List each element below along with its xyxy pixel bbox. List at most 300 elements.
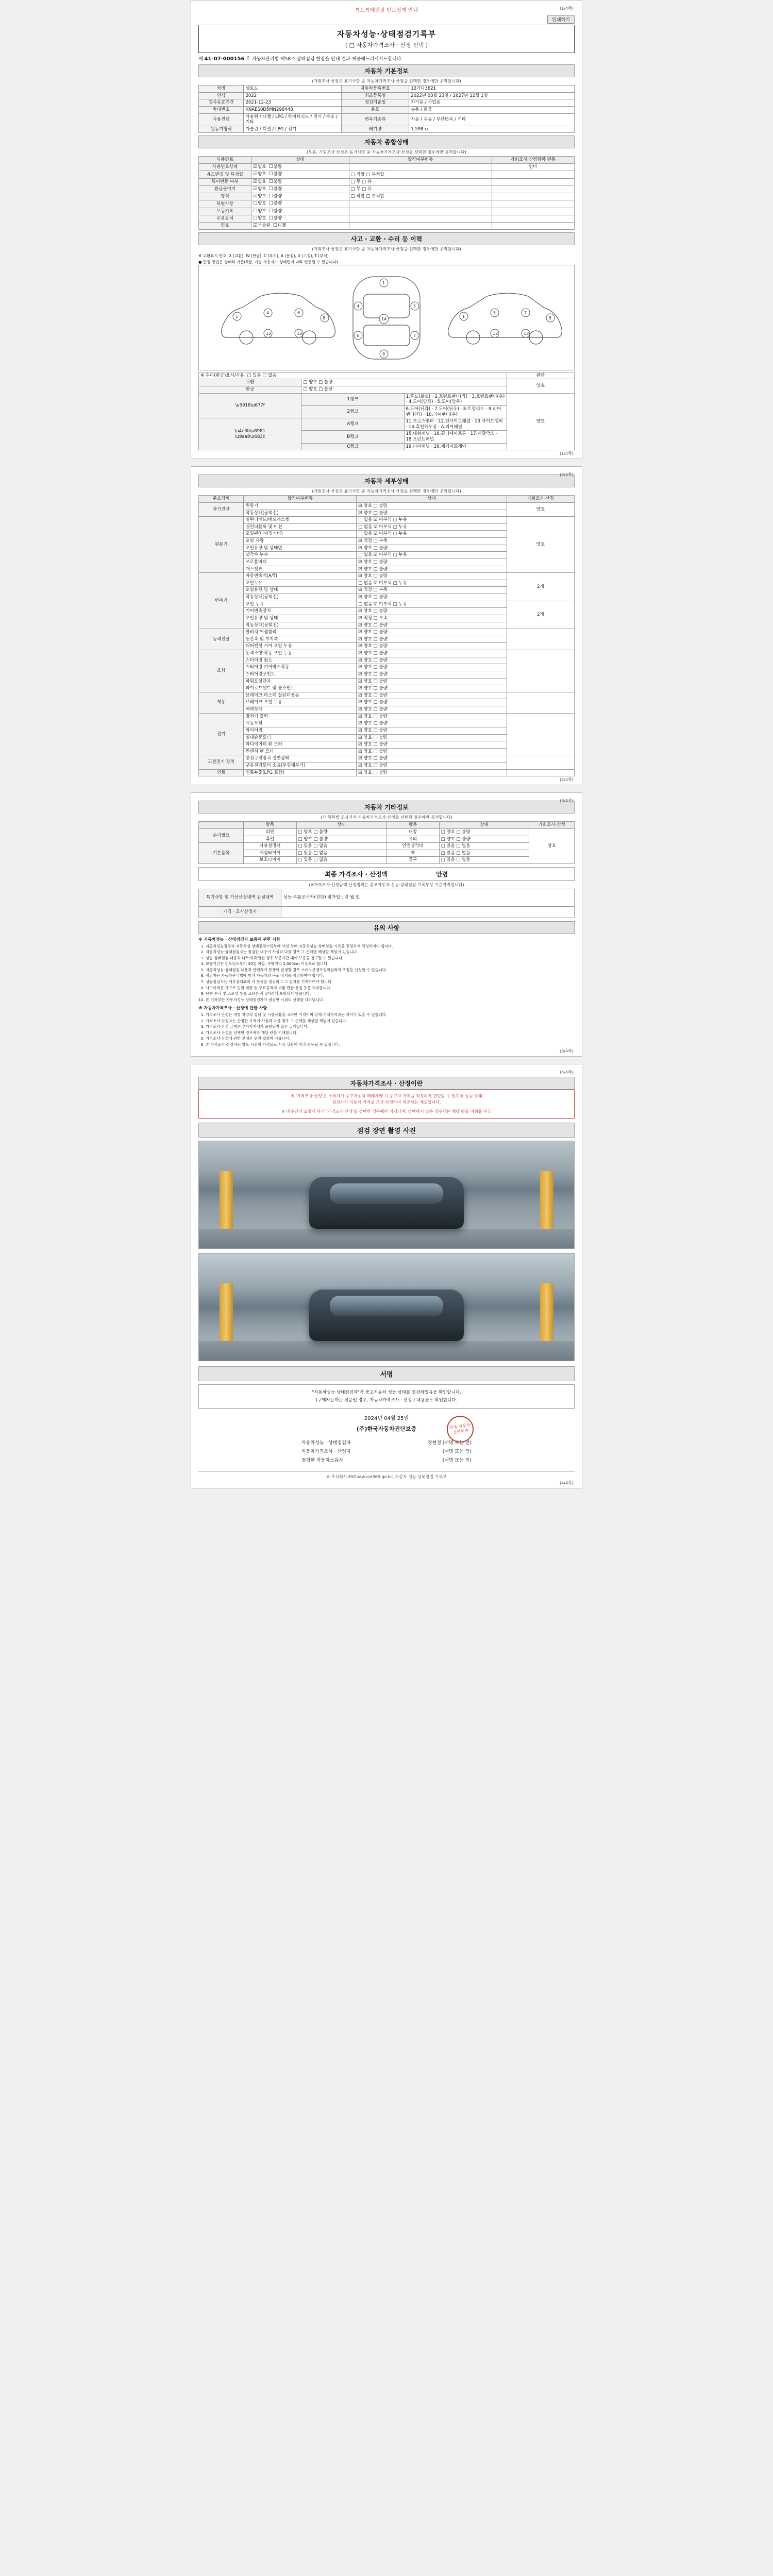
table-row bbox=[199, 650, 575, 657]
table-row bbox=[199, 126, 575, 133]
car-diagram bbox=[201, 267, 572, 368]
cell-label: 차명 bbox=[199, 86, 244, 93]
price-notice-line: ※ '가격조사·산정'은 소비자가 중고자동차 매매계약 시 중고차 가격을 적정하게 판단할 수 있도록 성능·상태 bbox=[291, 1094, 482, 1099]
basic-info-table bbox=[198, 85, 575, 133]
warning-item: 10. 본 기록부는 자동차성능·상태점검자가 점검한 시점의 상태를 나타냅니다. bbox=[206, 997, 575, 1003]
row-detail bbox=[349, 215, 492, 222]
part-item[interactable]: 4.도어(앞좌) bbox=[408, 399, 433, 405]
row-state[interactable] bbox=[251, 215, 349, 222]
col-header: 가회조사·산정 bbox=[529, 822, 575, 829]
item-state[interactable]: □ 양호 □ 불량 bbox=[296, 836, 386, 843]
part-item[interactable]: 3.프런트펜더(우) bbox=[472, 394, 505, 399]
row-state[interactable] bbox=[251, 208, 349, 215]
signer-value[interactable]: 정현정 (서명 또는 인) bbox=[427, 1440, 472, 1446]
page-3 bbox=[191, 792, 582, 1057]
svg-text:8: 8 bbox=[549, 315, 552, 320]
checkbox-good[interactable]: ☑ 양호 bbox=[253, 194, 266, 199]
row-state[interactable] bbox=[251, 223, 349, 230]
table-row bbox=[199, 692, 575, 699]
page-2 bbox=[191, 466, 582, 785]
item-state[interactable]: ☑ 적정 □ 부족 bbox=[357, 587, 507, 594]
part-item[interactable]: 15.대쉬패널 bbox=[406, 431, 430, 437]
cell-value: 2022년 03월 23일 / 2027년 12월 1일 bbox=[409, 92, 575, 99]
group-label: 제동 bbox=[199, 692, 244, 713]
warning-item: 5. 자동차성능·상태점검 내용과 관련하여 분쟁이 발생할 경우 소비자분쟁조정위원회에 조정을 신청할 수 있습니다. bbox=[206, 968, 575, 973]
item-state[interactable]: ☑ 양호 □ 불량 bbox=[357, 566, 507, 573]
section-overall-note: (부품, 가회조사·산정은 표기사항 중 자동차가격조사·산정을 선택한 경우에만 공적합니다) bbox=[307, 150, 466, 155]
part-item[interactable]: 16.핀더에이프론 bbox=[433, 431, 466, 437]
warning-item: 6. 점검자는 자동차관리법에 따라 자동차의 구조·장치를 점검하여야 합니다. bbox=[206, 973, 575, 979]
signer-label: 자동차성능 · 상태점검자 bbox=[301, 1440, 351, 1446]
group-label-frame: \u4e3b\u8981 \u9aa8\u683c bbox=[199, 418, 301, 450]
item-label: 라디에이터 팬 모터 bbox=[244, 741, 357, 749]
checkbox-bad[interactable]: ☐ 불량 bbox=[269, 187, 282, 192]
part-item[interactable]: 12.인사이드패널 bbox=[438, 419, 470, 425]
table-row bbox=[199, 86, 575, 93]
inspection-photo-rear bbox=[198, 1253, 575, 1361]
price-note: (※가격조사·산정금액 산정범위는 중고자동차 성능·상태점검 기록부상 기준가격입니다) bbox=[309, 883, 464, 887]
table-row bbox=[199, 164, 575, 171]
warning-section-title: 유의 사항 bbox=[198, 921, 575, 934]
part-item[interactable]: 11.크로스멤버 bbox=[406, 419, 434, 425]
signer-value[interactable]: (서명 또는 인) bbox=[442, 1458, 472, 1464]
print-button[interactable]: 인쇄하기 bbox=[547, 15, 575, 24]
row-label: 용도변경 및 특성합 bbox=[199, 171, 251, 178]
svg-text:1: 1 bbox=[382, 280, 385, 285]
part-item[interactable]: 6.도어(뒤좌) bbox=[406, 406, 431, 412]
item-label: 구동전기모터 소음(무상태부가) bbox=[244, 762, 357, 770]
item-label: 스티어링 기어박스작동 bbox=[244, 664, 357, 671]
cell-value: 12가다3621 bbox=[409, 86, 575, 93]
checkbox-bad[interactable]: ☐ 불량 bbox=[269, 164, 282, 170]
part-list[interactable]: 6.도어(뒤좌) · 7.도어(뒤우) · 8.트렁리드 · 9.리어펜더(좌) · 10.리어펜더(우) bbox=[404, 405, 507, 418]
part-item[interactable]: 7.도어(뒤우) bbox=[434, 406, 459, 412]
cell-value: 2021-12-23 bbox=[244, 99, 342, 107]
warning-item: 2. 자동차성능·상태점검자는 점검한 내용이 사실과 다를 경우 그 손해를 배상할 책임이 있습니다. bbox=[206, 950, 575, 955]
row-state[interactable] bbox=[251, 200, 349, 208]
row-memo bbox=[492, 185, 574, 193]
signature-row bbox=[301, 1455, 472, 1464]
item-state[interactable]: ☑ 양호 □ 불량 bbox=[357, 671, 507, 678]
item-label: 브레이크 오일 누유 bbox=[244, 699, 357, 706]
item-state[interactable]: ☑ 양호 □ 불량 bbox=[357, 608, 507, 615]
table-row bbox=[199, 223, 575, 230]
part-item[interactable]: 8.트렁리드 bbox=[463, 406, 484, 412]
page-label-top: (3/4쪽) bbox=[560, 799, 574, 804]
part-item[interactable]: 20.패키지트레이 bbox=[433, 444, 466, 449]
group-label: 원동기 bbox=[199, 517, 244, 573]
checkbox-bad[interactable]: ☐ 불량 bbox=[269, 179, 282, 185]
checkbox-bad[interactable]: ☐ 불량 bbox=[269, 172, 282, 177]
row-label: 형식 bbox=[199, 193, 251, 200]
item-state[interactable]: ☑ 양호 □ 불량 bbox=[357, 545, 507, 552]
section-basic-info-title: 자동차 기본정보 bbox=[198, 64, 575, 77]
warning-list bbox=[206, 944, 575, 1003]
item-state[interactable]: ☑ 양호 □ 불량 bbox=[357, 594, 507, 601]
section-detail-title: 자동차 세부상태 bbox=[198, 474, 575, 487]
svg-text:1: 1 bbox=[462, 314, 465, 319]
item-state[interactable]: ☑ 양호 □ 불량 bbox=[357, 629, 507, 636]
row-label: 환금들이기 bbox=[199, 185, 251, 193]
table-row bbox=[199, 106, 575, 113]
checkbox-bad[interactable]: ☐ 불량 bbox=[269, 201, 282, 207]
item-label: 발전기 출력 bbox=[244, 713, 357, 720]
svg-text:7: 7 bbox=[524, 310, 527, 315]
accident-memo: 양호 bbox=[507, 393, 574, 450]
photos-section-title: 점검 장면 촬영 사진 bbox=[198, 1123, 575, 1138]
item-memo bbox=[507, 692, 574, 713]
item-label: 내장 bbox=[386, 828, 439, 836]
price-notice-box bbox=[198, 1090, 575, 1118]
item-state[interactable]: ☑ 양호 □ 불량 bbox=[357, 685, 507, 692]
rank-label: C랭크 bbox=[301, 443, 404, 450]
item-label: 시동모터 bbox=[244, 720, 357, 727]
item-state[interactable]: □ 없음 ☑ 미부식 □ 누유 bbox=[357, 552, 507, 559]
warning-item: 2. 가격조사·산정자는 산정한 가격이 사실과 다를 경우 그 손해를 배상할 책임이 있습니다. bbox=[206, 1019, 575, 1024]
item-label: 배력상태 bbox=[244, 706, 357, 714]
part-item[interactable]: 10.리어펜더(우) bbox=[426, 412, 458, 417]
official-stamp: 한국 자동차 진단보증 bbox=[445, 1414, 476, 1445]
col-header: 합격여부변동 bbox=[244, 496, 357, 503]
statement-line: (구매자는자는 전문인 경우, 자동차가격조사 · 산정 ) 내용을도 확인합니다. bbox=[315, 1397, 458, 1403]
item-memo bbox=[507, 629, 574, 650]
col-header: 가회조사·산정항목 변동 bbox=[492, 157, 574, 164]
table-row bbox=[199, 629, 575, 636]
row-memo bbox=[492, 171, 574, 178]
item-label: 오일 누유 bbox=[244, 601, 357, 608]
item-label: 쓰로틀바디 bbox=[244, 558, 357, 566]
row-state[interactable] bbox=[251, 193, 349, 200]
table-row bbox=[199, 215, 575, 222]
document-title: 자동차성능·상태점검기록부 bbox=[337, 29, 436, 39]
item-label: 스티어링조인트 bbox=[244, 671, 357, 678]
item-label: 냉각수 누수 bbox=[244, 552, 357, 559]
col-header: 상태 bbox=[357, 496, 507, 503]
item-state[interactable]: ☑ 양호 □ 불량 bbox=[357, 657, 507, 664]
item-label: 유리 bbox=[386, 836, 439, 843]
part-item[interactable]: 2.프런트펜더(좌) bbox=[434, 394, 468, 399]
part-item[interactable]: 9.리어펜더(좌) bbox=[406, 406, 501, 417]
cell-label: 최초등록일 bbox=[342, 92, 409, 99]
table-header-row bbox=[199, 157, 575, 164]
item-state[interactable]: ☑ 양호 □ 불량 bbox=[357, 502, 507, 510]
item-label: 오일 유량 bbox=[244, 538, 357, 545]
group-label: 동력전달 bbox=[199, 629, 244, 650]
item-label: 재생타이어 bbox=[244, 850, 296, 857]
item-state[interactable]: ☑ 양호 □ 불량 bbox=[357, 748, 507, 755]
item-state[interactable]: □ 없음 ☑ 미부식 □ 누유 bbox=[357, 580, 507, 587]
cell-label: 검사유효기간 bbox=[199, 99, 244, 107]
svg-text:6: 6 bbox=[357, 333, 360, 338]
item-state[interactable]: □ 양호 □ 불량 bbox=[439, 828, 529, 836]
warning-item: 5. 가격조사·산정에 관한 분쟁은 관련 법령에 따릅니다. bbox=[206, 1036, 575, 1042]
item-state[interactable]: □ 없음 ☑ 미부식 □ 누유 bbox=[357, 523, 507, 531]
item-memo: 양호 bbox=[507, 517, 574, 573]
row-label: 특이변동 여부 bbox=[199, 178, 251, 185]
signer-label: 점검한 자동차소유자 bbox=[301, 1458, 344, 1464]
table-row bbox=[199, 200, 575, 208]
table-row bbox=[199, 92, 575, 99]
price-section-title bbox=[198, 867, 575, 881]
row-memo bbox=[492, 193, 574, 200]
part-list[interactable]: 1.후드(보넷) · 2.프런트펜더(좌) · 3.프런트펜더(우) · 4.도어(앞좌) · 5.도어(앞우) bbox=[404, 393, 507, 405]
row-value[interactable] bbox=[281, 907, 575, 918]
signature-row bbox=[301, 1438, 472, 1447]
part-item[interactable]: A.리어패널 bbox=[441, 424, 462, 430]
warning-item: 7. 성능점검자는 세부상태표의 각 항목을 점검하고 그 결과를 기재하여야 합니다. bbox=[206, 979, 575, 985]
cell-label: 자동차등록번호 bbox=[342, 86, 409, 93]
price-notice-title: 자동차가격조사 · 산정이란 bbox=[198, 1077, 575, 1090]
warning-item: 4. 가격조사·산정을 선택한 경우에만 해당 란을 기재합니다. bbox=[206, 1030, 575, 1036]
col-header: 상태 bbox=[439, 822, 529, 829]
item-label: 작동상태(공회전) bbox=[244, 594, 357, 601]
windshield bbox=[330, 1183, 443, 1204]
svg-text:12: 12 bbox=[266, 331, 272, 336]
item-state[interactable]: ☑ 양호 □ 불량 bbox=[357, 727, 507, 734]
part-item[interactable]: 1.후드(보넷) bbox=[406, 394, 431, 399]
checkbox-gasoline[interactable]: ☑ 가솔린 bbox=[253, 223, 271, 229]
col-header bbox=[199, 822, 244, 829]
item-memo: 양호 bbox=[529, 828, 575, 863]
item-state[interactable]: ☑ 적정 □ 부족 bbox=[357, 615, 507, 622]
item-state[interactable]: □ 없음 ☑ 미부식 □ 누유 bbox=[357, 601, 507, 608]
item-label: 등간속 및 추지축 bbox=[244, 636, 357, 643]
item-state[interactable]: ☑ 양호 □ 불량 bbox=[357, 706, 507, 714]
checkbox-bad[interactable]: ☐ 불량 bbox=[269, 209, 282, 214]
col-header: 사용연료 bbox=[199, 157, 251, 164]
item-label: 디퍼렌셜 기어 오일 누유 bbox=[244, 643, 357, 650]
item-state[interactable]: □ 있음 □ 없음 bbox=[296, 857, 386, 864]
table-row bbox=[199, 713, 575, 720]
detail-state-table bbox=[198, 495, 575, 776]
row-state[interactable] bbox=[251, 185, 349, 193]
item-label: 자동변속기(A/T) bbox=[244, 573, 357, 580]
item-label: 공구 bbox=[386, 857, 439, 864]
checkbox-good[interactable]: ☐ 양호 bbox=[253, 201, 266, 207]
svg-text:8: 8 bbox=[382, 351, 385, 357]
row-value[interactable]: 성능·부품조사자(진단) 평가일 : 년 월 일 bbox=[281, 889, 575, 907]
item-state[interactable]: □ 있음 □ 없음 bbox=[296, 843, 386, 850]
table-row bbox=[199, 99, 575, 107]
garage-floor bbox=[199, 1341, 574, 1361]
checkbox-diesel[interactable]: ☐ 디젤 bbox=[273, 223, 287, 229]
item-state[interactable]: □ 있음 □ 없음 bbox=[439, 843, 529, 850]
svg-text:5: 5 bbox=[493, 310, 496, 315]
table-row bbox=[199, 857, 575, 864]
item-memo bbox=[507, 650, 574, 692]
checkbox-good[interactable]: ☐ 양호 bbox=[253, 216, 266, 222]
table-row bbox=[199, 171, 575, 178]
checkbox-bad[interactable]: ☐ 불량 bbox=[269, 194, 282, 199]
svg-text:14: 14 bbox=[381, 316, 387, 321]
signer-label: 자동차가격조사 · 산정자 bbox=[301, 1449, 351, 1455]
part-list[interactable]: 15.대쉬패널 · 16.핀더에이프론 · 17.페달박스 · 18.프런트패널 bbox=[404, 431, 507, 443]
item-state[interactable]: □ 있음 □ 없음 bbox=[439, 857, 529, 864]
garage-floor bbox=[199, 1229, 574, 1248]
section-accident-note: (가회조사·산정은 표기사항 중 자동차가격조사·산정을 선택한 경우에만 공적합니다) bbox=[312, 247, 461, 252]
rear-window bbox=[330, 1296, 443, 1316]
table-row bbox=[199, 843, 575, 850]
cell-label: 변속기종류 bbox=[342, 113, 409, 126]
col-header: 합격여부변동 bbox=[349, 157, 492, 164]
part-item[interactable]: 13.사이드멤버 bbox=[475, 419, 503, 425]
document-number-row bbox=[198, 55, 575, 62]
table-row bbox=[199, 517, 575, 524]
part-item[interactable]: 19.리어패널 bbox=[406, 444, 430, 449]
item-memo: 2개 bbox=[507, 601, 574, 629]
svg-text:4: 4 bbox=[357, 303, 360, 309]
cell-label: 배기량 bbox=[342, 126, 409, 133]
item-state[interactable]: ☑ 양호 □ 불량 bbox=[357, 622, 507, 629]
item-state[interactable]: ☑ 양호 □ 불량 bbox=[357, 741, 507, 749]
item-state[interactable]: ☑ 양호 □ 불량 bbox=[357, 762, 507, 770]
cell-label: 사용연료 bbox=[199, 113, 244, 126]
page-label-bottom: (2/4쪽) bbox=[560, 777, 574, 783]
svg-text:7: 7 bbox=[413, 333, 416, 338]
table-row bbox=[199, 193, 575, 200]
item-label: 오일유량 및 상태 bbox=[244, 587, 357, 594]
table-row bbox=[199, 178, 575, 185]
checkbox-good[interactable]: ☑ 양호 bbox=[253, 172, 266, 177]
item-label: 파워오일단자 bbox=[244, 678, 357, 685]
svg-text:12: 12 bbox=[493, 331, 498, 336]
item-state[interactable]: ☑ 양호 □ 불량 bbox=[357, 699, 507, 706]
signature-date: 2024년 04월 25일 bbox=[364, 1416, 409, 1422]
part-item[interactable]: 18.프런트패널 bbox=[406, 437, 434, 442]
item-state[interactable]: □ 있음 □ 없음 bbox=[296, 850, 386, 857]
checkbox-good[interactable]: ☑ 양호 bbox=[253, 164, 266, 170]
row-detail bbox=[349, 223, 492, 230]
overall-state-table bbox=[198, 156, 575, 230]
legend-line-1: ※ 교환표시 번호: X (교환), W (판금), C (부식), A (용접), U (고정), T (부식) bbox=[198, 253, 329, 259]
item-state[interactable]: ☑ 양호 □ 불량 bbox=[357, 692, 507, 699]
item-label: 타이로드엔드 및 볼조인트 bbox=[244, 685, 357, 692]
item-state[interactable]: □ 있음 □ 없음 bbox=[439, 850, 529, 857]
item-state[interactable]: ☑ 양호 □ 불량 bbox=[357, 573, 507, 580]
row-label: 특기사항 및 가산산정내역 감점내역 bbox=[199, 889, 281, 907]
part-list[interactable]: 11.크로스멤버 · 12.인사이드패널 · 13.사이드멤버 · 14.휴얼하우싱 · A.리어패널 bbox=[404, 418, 507, 431]
item-state[interactable]: ☑ 양호 □ 불량 bbox=[357, 510, 507, 517]
group-label: 조향 bbox=[199, 650, 244, 692]
item-state[interactable]: ☑ 양호 □ 불량 bbox=[357, 664, 507, 671]
row-detail: □ 적합 □ 부적합 bbox=[349, 171, 492, 178]
row-state[interactable]: □ 양호 □ 불량 bbox=[301, 386, 507, 394]
item-label: 실내송풍모터 bbox=[244, 734, 357, 741]
item-state[interactable]: ☑ 양호 □ 불량 bbox=[357, 558, 507, 566]
table-row bbox=[199, 393, 575, 405]
page-label-top: (1/4쪽) bbox=[560, 6, 574, 11]
signature-organization: (주)한국자동차진단보증 bbox=[356, 1426, 417, 1433]
table-row bbox=[199, 372, 575, 379]
section-accident-title: 사고 · 교환 · 수리 등 이력 bbox=[198, 232, 575, 245]
item-state[interactable]: ☑ 양호 □ 불량 bbox=[357, 713, 507, 720]
svg-text:1: 1 bbox=[236, 314, 239, 319]
doc-no-value: 41-07-000156 bbox=[204, 56, 245, 62]
item-label: 개스켓류 bbox=[244, 566, 357, 573]
doc-no-suffix: 호 자동차관리법 제58조·상태점검 현장을 안내 결과 제공해드리시서드합니다. bbox=[246, 57, 403, 62]
item-state[interactable]: ☑ 양호 □ 불량 bbox=[357, 636, 507, 643]
statement-line: "자동차성능·상태점검자"가 중고자동차 성능·상태를 점검하였음을 확인합니다. bbox=[312, 1390, 461, 1396]
row-state[interactable] bbox=[251, 178, 349, 185]
col-header: 항목 bbox=[386, 822, 439, 829]
item-state[interactable]: ☑ 양호 □ 불량 bbox=[357, 734, 507, 741]
checkbox-good[interactable]: ☑ 양호 bbox=[253, 179, 266, 185]
page-4 bbox=[191, 1064, 582, 1488]
table-row bbox=[199, 208, 575, 215]
warning-body bbox=[198, 937, 575, 1047]
item-state[interactable]: □ 없음 ☑ 미부식 □ 누유 bbox=[357, 517, 507, 524]
checkbox-good[interactable]: ☐ 양호 bbox=[253, 209, 266, 214]
warning-group-heading: ※ 자동차성능 · 상태점검자 보증에 관한 사항 bbox=[198, 937, 280, 942]
table-header-row bbox=[199, 822, 575, 829]
table-row bbox=[199, 889, 575, 907]
part-item[interactable]: 14.휴얼하우싱 bbox=[408, 424, 437, 430]
item-state[interactable]: ☑ 양호 □ 불량 bbox=[357, 678, 507, 685]
warning-item: 1. 자동차성능점검자 자동차성·상태점검기록부에 사실 상태 자동차성능·상태점검 기록을 전정하게 작성하여야 합니다. bbox=[206, 944, 575, 950]
svg-text:13: 13 bbox=[524, 331, 529, 336]
row-memo bbox=[492, 223, 574, 230]
item-state[interactable]: ☑ 적정 □ 부족 bbox=[357, 538, 507, 545]
item-state[interactable]: ☑ 양호 □ 불량 bbox=[357, 769, 507, 776]
signer-value[interactable]: (서명 또는 인) bbox=[442, 1449, 472, 1455]
table-row bbox=[199, 185, 575, 193]
part-item[interactable]: 17.페달박스 bbox=[470, 431, 495, 437]
warning-item: 3. 성능·상태점검 내용과 다르게 확인된 경우 보증기간 내에 보증을 청구할 수 있습니다. bbox=[206, 956, 575, 961]
item-state[interactable]: ☑ 양호 □ 불량 bbox=[357, 643, 507, 650]
item-label: 클러치 어셈블리 bbox=[244, 629, 357, 636]
row-memo: 연비 bbox=[492, 164, 574, 171]
item-label: 충전구전장치 절연상태 bbox=[244, 755, 357, 762]
item-label: 잭 bbox=[386, 850, 439, 857]
item-state[interactable]: ☑ 양호 □ 불량 bbox=[357, 755, 507, 762]
item-state[interactable]: □ 없음 ☑ 미부식 □ 누유 bbox=[357, 531, 507, 538]
item-state[interactable]: ☑ 양호 □ 불량 bbox=[357, 720, 507, 727]
price-amount-label: 안령 bbox=[436, 871, 448, 878]
checkbox-good[interactable]: ☑ 양호 bbox=[253, 187, 266, 192]
signature-rows bbox=[301, 1438, 472, 1464]
table-header-row bbox=[199, 496, 575, 503]
part-list[interactable]: 19.리어패널 · 20.패키지트레이 bbox=[404, 443, 507, 450]
row-state[interactable] bbox=[251, 171, 349, 178]
page-label-top: (4/4쪽) bbox=[560, 1070, 574, 1075]
item-label: 오일누유 bbox=[244, 580, 357, 587]
checkbox-bad[interactable]: ☐ 불량 bbox=[269, 216, 282, 222]
row-state[interactable]: □ 양호 □ 불량 bbox=[301, 379, 507, 386]
cell-value: 자동 / 수동 / 무단변속 / 기타 bbox=[409, 113, 575, 126]
row-detail bbox=[349, 200, 492, 208]
section-etc-title: 자동차 기타정보 bbox=[198, 801, 575, 814]
cell-value: 1,598 cc bbox=[409, 126, 575, 133]
row-detail: □ 무 □ 유 bbox=[349, 185, 492, 193]
group-label: 자가진단 bbox=[199, 502, 244, 516]
item-state[interactable]: ☑ 양호 □ 불량 bbox=[357, 650, 507, 657]
group-label: 변속기 bbox=[199, 573, 244, 629]
repair-note[interactable]: ※ 수리(판금)표시/사용: □ 있음 □ 없음 bbox=[199, 372, 507, 379]
row-state[interactable] bbox=[251, 164, 349, 171]
print-row bbox=[198, 15, 575, 24]
warning-item: 1. 가격조사·산정은 개별 차양의 상태 및 시장상황을 고려한 가격이며 실제 거래가격과는 차이가 있을 수 있습니다. bbox=[206, 1012, 575, 1018]
svg-text:13: 13 bbox=[297, 331, 303, 336]
row-label: 주요장치 bbox=[199, 215, 251, 222]
item-label: 작동상태(공회전) bbox=[244, 622, 357, 629]
col-header: 상태 bbox=[296, 822, 386, 829]
item-state[interactable]: □ 양호 □ 불량 bbox=[296, 828, 386, 836]
row-memo bbox=[492, 208, 574, 215]
page-label-top: (2/4쪽) bbox=[560, 472, 574, 478]
rank-label: A랭크 bbox=[301, 418, 404, 431]
part-item[interactable]: 5.도어(앞우) bbox=[437, 399, 462, 405]
item-state[interactable]: □ 양호 □ 불량 bbox=[439, 836, 529, 843]
